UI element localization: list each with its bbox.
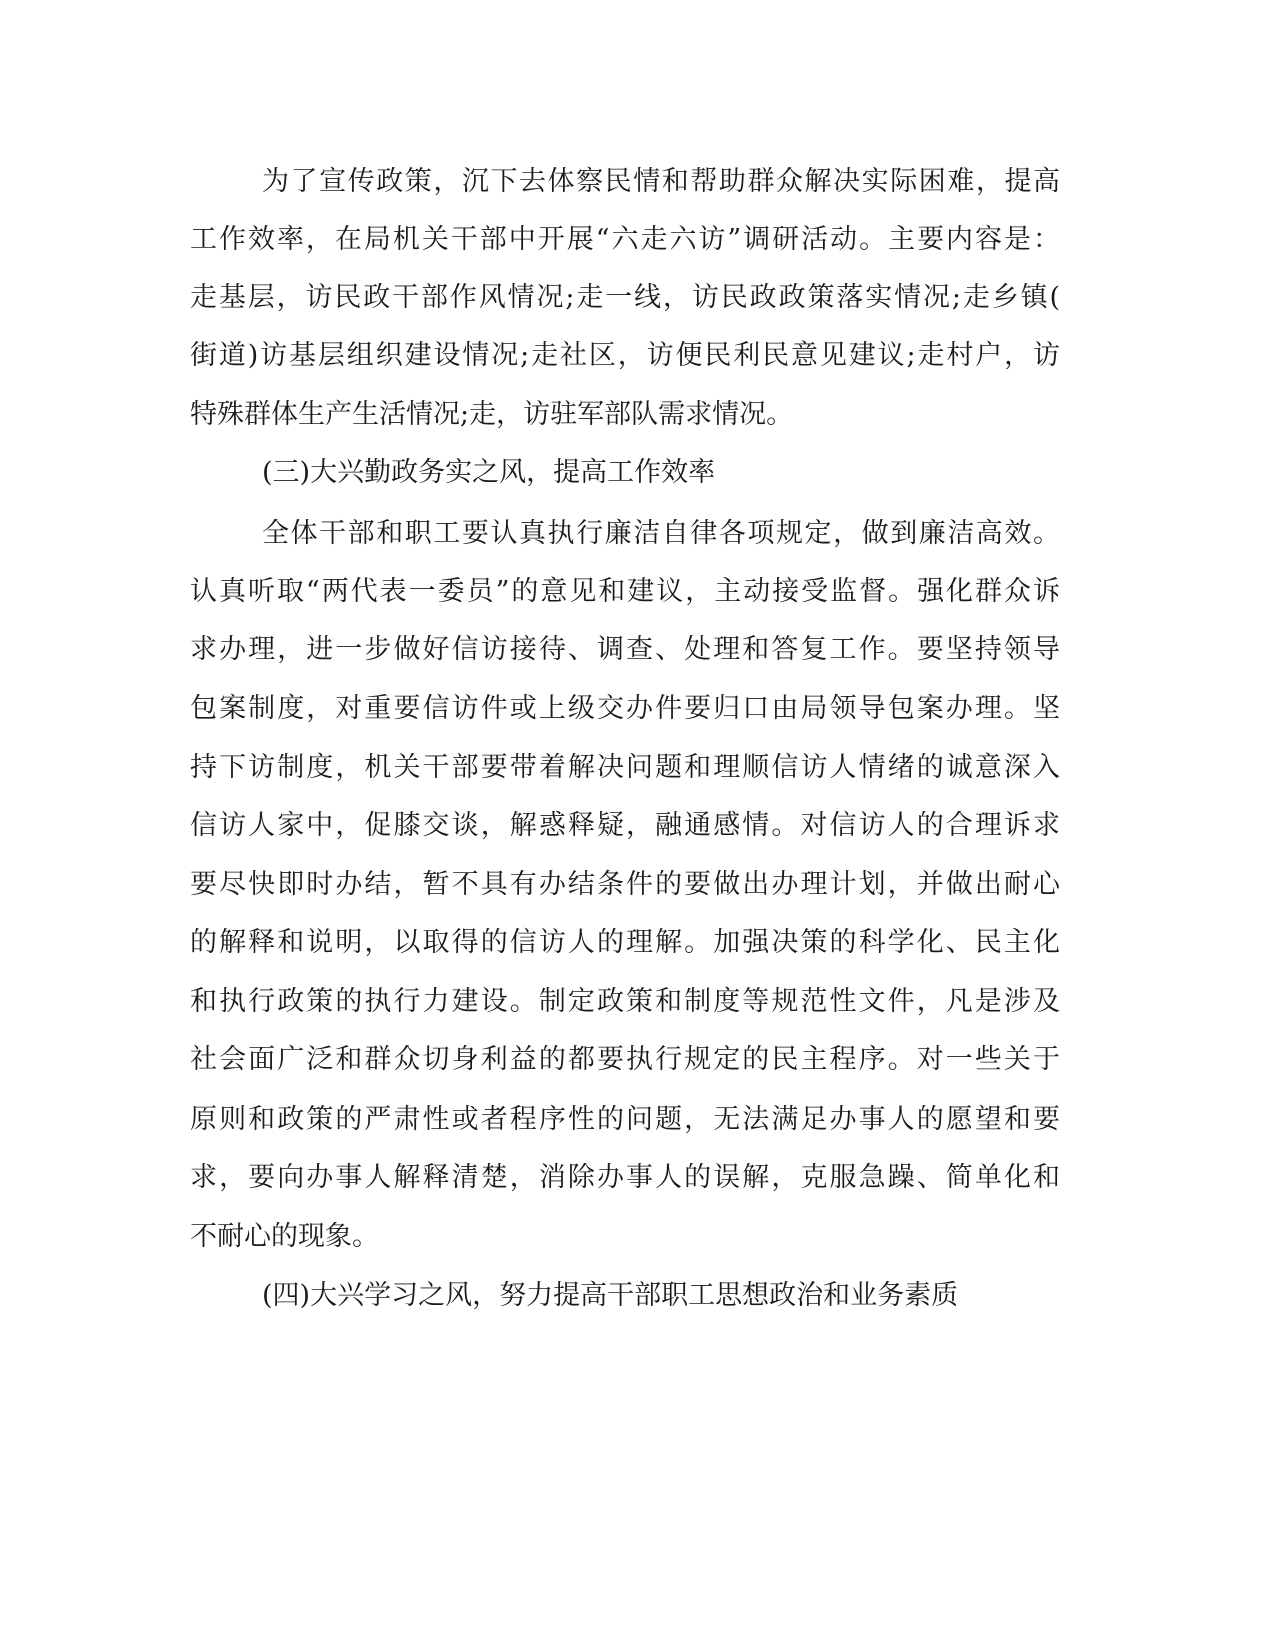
paragraph-2-line-10: 社会面广泛和群众切身利益的都要执行规定的民主程序。对一些关于 bbox=[190, 1044, 1060, 1075]
paragraph-2-line-8: 的解释和说明，以取得的信访人的理解。加强决策的科学化、民主化 bbox=[190, 927, 1060, 958]
paragraph-2-line-6: 信访人家中，促膝交谈，解惑释疑，融通感情。对信访人的合理诉求 bbox=[190, 810, 1060, 841]
section-heading-3: (三)大兴勤政务实之风，提高工作效率 bbox=[262, 457, 716, 488]
paragraph-2-line-13: 不耐心的现象。 bbox=[190, 1221, 379, 1252]
paragraph-2-line-1: 全体干部和职工要认真执行廉洁自律各项规定，做到廉洁高效。 bbox=[262, 518, 1060, 549]
section-heading-4: (四)大兴学习之风，努力提高干部职工思想政治和业务素质 bbox=[262, 1280, 959, 1311]
paragraph-1-line-1: 为了宣传政策，沉下去体察民情和帮助群众解决实际困难，提高 bbox=[262, 166, 1060, 197]
paragraph-2-line-11: 原则和政策的严肃性或者程序性的问题，无法满足办事人的愿望和要 bbox=[190, 1104, 1060, 1135]
paragraph-2-line-12: 求，要向办事人解释清楚，消除办事人的误解，克服急躁、简单化和 bbox=[190, 1162, 1060, 1193]
paragraph-2-line-7: 要尽快即时办结，暂不具有办结条件的要做出办理计划，并做出耐心 bbox=[190, 869, 1060, 900]
paragraph-2-line-2: 认真听取“两代表一委员”的意见和建议，主动接受监督。强化群众诉 bbox=[190, 576, 1060, 607]
paragraph-2-line-9: 和执行政策的执行力建设。制定政策和制度等规范性文件，凡是涉及 bbox=[190, 986, 1060, 1017]
paragraph-1-line-4: 街道)访基层组织建设情况;走社区，访便民利民意见建议;走村户，访 bbox=[190, 340, 1060, 371]
paragraph-2-line-3: 求办理，进一步做好信访接待、调查、处理和答复工作。要坚持领导 bbox=[190, 634, 1060, 665]
paragraph-2-line-4: 包案制度，对重要信访件或上级交办件要归口由局领导包案办理。坚 bbox=[190, 693, 1060, 724]
paragraph-1-line-3: 走基层，访民政干部作风情况;走一线，访民政政策落实情况;走乡镇( bbox=[190, 282, 1060, 313]
paragraph-1-line-2: 工作效率，在局机关干部中开展“六走六访”调研活动。主要内容是： bbox=[190, 224, 1060, 255]
paragraph-1-line-5: 特殊群体生产生活情况;走，访驻军部队需求情况。 bbox=[190, 399, 794, 430]
paragraph-2-line-5: 持下访制度，机关干部要带着解决问题和理顺信访人情绪的诚意深入 bbox=[190, 752, 1060, 783]
